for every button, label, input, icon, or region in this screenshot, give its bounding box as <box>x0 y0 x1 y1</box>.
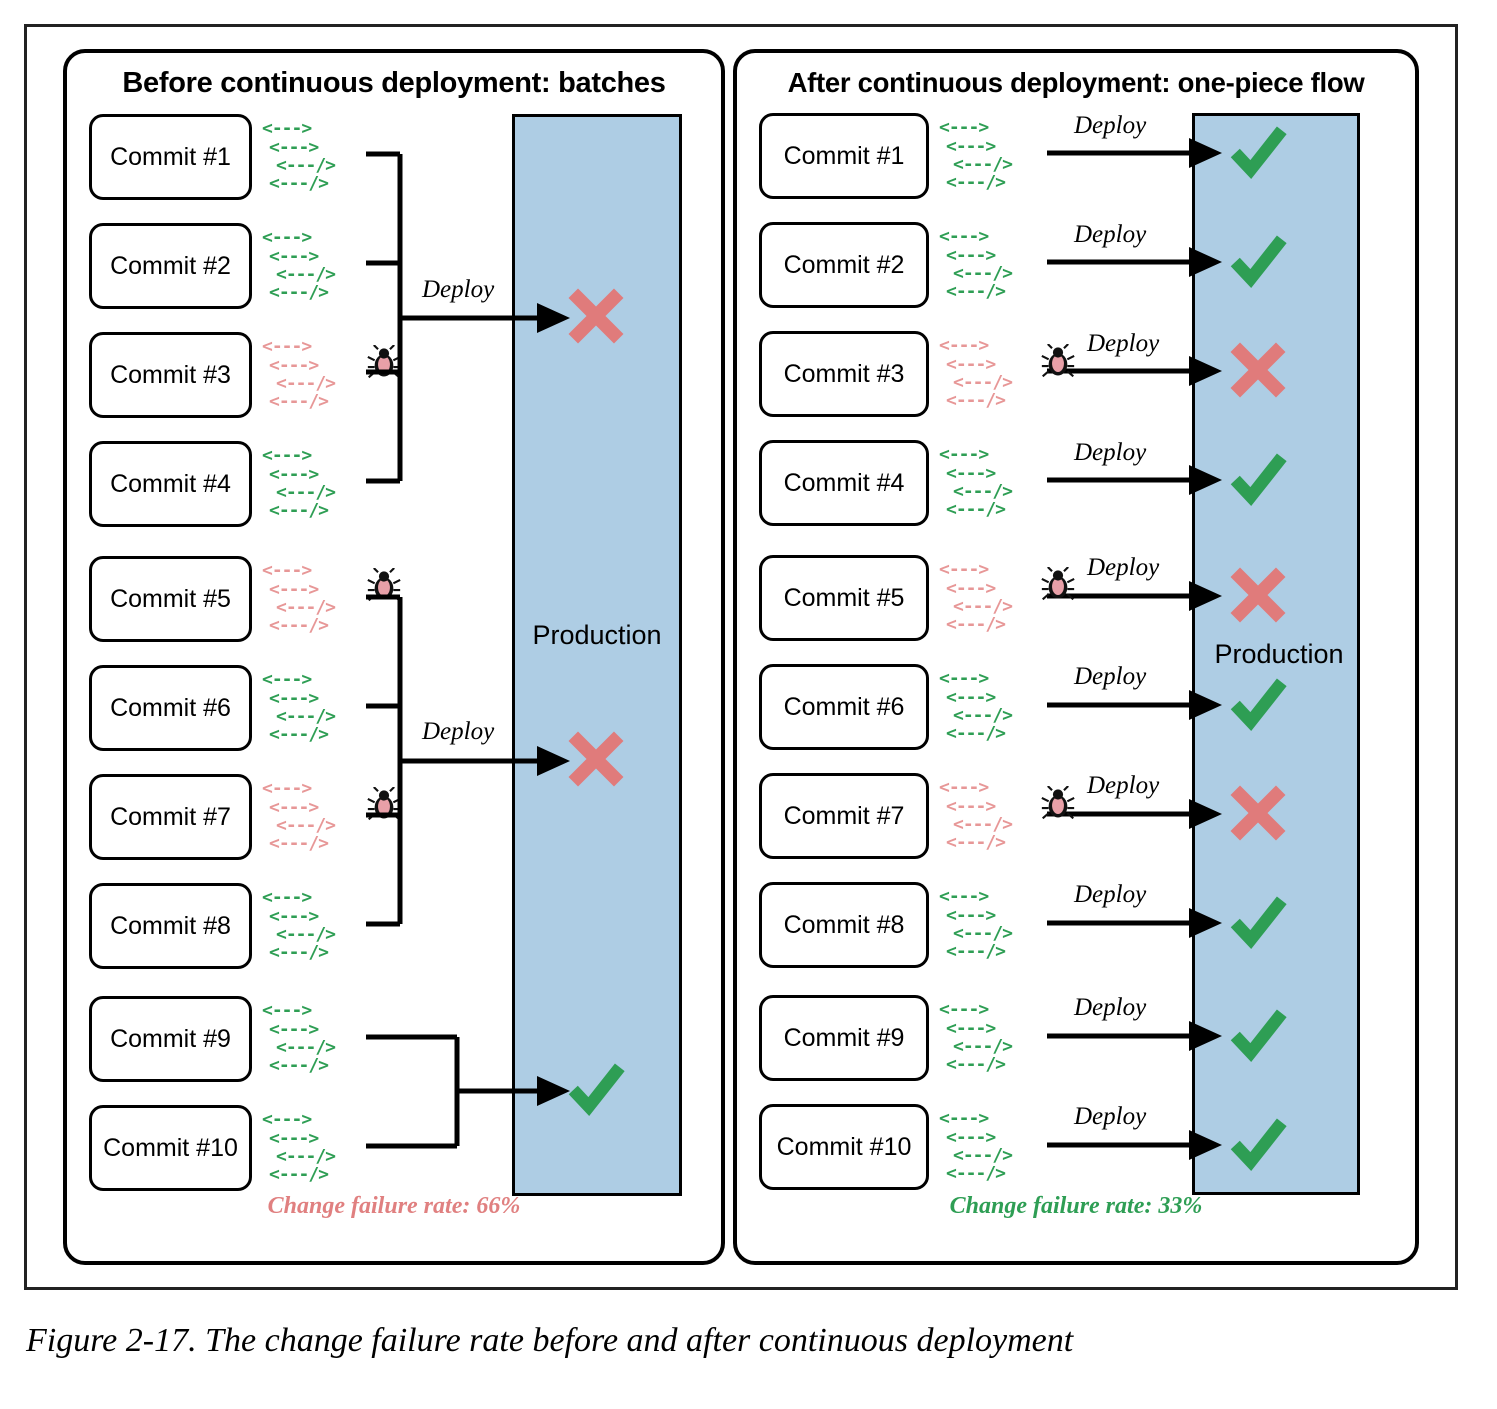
code-snippet-icon: <---> <---> <---/> <---/> <box>262 336 336 413</box>
commit-row <box>89 114 335 200</box>
commit-box[interactable] <box>759 995 929 1081</box>
commit-box[interactable] <box>759 113 929 199</box>
check-icon <box>1227 448 1289 510</box>
code-snippet-icon: <---> <---> <---/> <---/> <box>262 118 336 195</box>
commit-row <box>759 555 1012 641</box>
code-snippet-icon: <---> <---> <---/> <---/> <box>939 117 1013 194</box>
commit-box[interactable] <box>759 773 929 859</box>
code-snippet-icon: <---> <---> <---/> <---/> <box>262 1109 336 1186</box>
commit-label: Commit #1 <box>783 141 905 170</box>
figure-caption: Figure 2-17. The change failure rate before and after continuous deployment <box>26 1322 1074 1359</box>
check-icon <box>1227 1004 1289 1066</box>
deploy-label: Deploy <box>1074 663 1147 690</box>
commit-label: Commit #9 <box>783 1023 905 1052</box>
figure-frame <box>24 24 1458 1290</box>
commit-box[interactable] <box>759 664 929 750</box>
production-column-before <box>512 114 682 1196</box>
commit-row <box>89 996 335 1082</box>
code-snippet-icon: <---> <---> <---/> <---/> <box>262 1000 336 1077</box>
commit-box[interactable] <box>89 883 252 969</box>
check-icon <box>1227 230 1289 292</box>
commit-row <box>759 773 1012 859</box>
failure-rate-before: Change failure rate: 66% <box>267 1193 521 1219</box>
failure-rate-after: Change failure rate: 33% <box>949 1193 1203 1219</box>
cross-icon <box>1227 339 1289 401</box>
commit-box[interactable] <box>89 441 252 527</box>
bug-icon <box>367 568 401 602</box>
code-snippet-icon: <---> <---> <---/> <---/> <box>262 560 336 637</box>
commit-row <box>759 882 1012 968</box>
commit-row <box>759 995 1012 1081</box>
commit-box[interactable] <box>89 774 252 860</box>
commit-row <box>89 441 335 527</box>
panel-before-title: Before continuous deployment: batches <box>122 67 666 99</box>
cross-icon <box>565 728 627 790</box>
commit-box[interactable] <box>759 222 929 308</box>
deploy-label: Deploy <box>1074 994 1147 1021</box>
check-icon <box>1227 673 1289 735</box>
commit-row <box>759 331 1012 417</box>
commit-label: Commit #7 <box>783 801 905 830</box>
commit-box[interactable] <box>759 440 929 526</box>
commit-label: Commit #5 <box>783 583 905 612</box>
deploy-label: Deploy <box>1074 881 1147 908</box>
commit-box[interactable] <box>89 996 252 1082</box>
production-label-after: Production <box>1214 639 1344 669</box>
deploy-label: Deploy <box>1074 221 1147 248</box>
commit-label: Commit #9 <box>110 1024 231 1053</box>
code-snippet-icon: <---> <---> <---/> <---/> <box>939 999 1013 1076</box>
code-snippet-icon: <---> <---> <---/> <---/> <box>939 777 1013 854</box>
code-snippet-icon: <---> <---> <---/> <---/> <box>262 227 336 304</box>
panel-after-title: After continuous deployment: one-piece flow <box>787 67 1365 98</box>
commit-label: Commit #8 <box>110 911 231 940</box>
check-icon <box>565 1058 627 1120</box>
commit-label: Commit #2 <box>783 250 905 279</box>
commit-box[interactable] <box>89 665 252 751</box>
code-snippet-icon: <---> <---> <---/> <---/> <box>939 335 1013 412</box>
code-snippet-icon: <---> <---> <---/> <---/> <box>262 669 336 746</box>
cross-icon <box>1227 782 1289 844</box>
panel-before-body <box>67 100 721 1210</box>
commit-row <box>89 665 335 751</box>
deploy-label: Deploy <box>1074 439 1147 466</box>
cross-icon <box>565 285 627 347</box>
commit-box[interactable] <box>759 555 929 641</box>
commit-label: Commit #10 <box>776 1132 912 1161</box>
commit-box[interactable] <box>759 882 929 968</box>
panel-after-continuous-deployment <box>733 49 1419 1265</box>
code-snippet-icon: <---> <---> <---/> <---/> <box>939 668 1013 745</box>
bug-icon <box>1041 786 1075 820</box>
commit-box[interactable] <box>89 114 252 200</box>
commit-label: Commit #1 <box>110 142 231 171</box>
deploy-label: Deploy <box>422 276 495 303</box>
commit-label: Commit #6 <box>110 693 231 722</box>
deploy-label: Deploy <box>1087 772 1160 799</box>
commit-row <box>89 223 335 309</box>
commit-row <box>759 222 1012 308</box>
bug-icon <box>367 345 401 379</box>
bug-icon <box>1041 344 1075 378</box>
code-snippet-icon: <---> <---> <---/> <---/> <box>939 886 1013 963</box>
deploy-label: Deploy <box>422 718 495 745</box>
check-icon <box>1227 891 1289 953</box>
commit-box[interactable] <box>89 332 252 418</box>
commit-box[interactable] <box>89 556 252 642</box>
commit-row <box>759 113 1012 199</box>
code-snippet-icon: <---> <---> <---/> <---/> <box>939 444 1013 521</box>
commit-row <box>89 556 335 642</box>
commit-label: Commit #10 <box>103 1133 238 1162</box>
bug-icon <box>1041 567 1075 601</box>
check-icon <box>1227 1113 1289 1175</box>
commit-box[interactable] <box>759 1104 929 1190</box>
commit-label: Commit #3 <box>110 360 231 389</box>
production-label-before: Production <box>532 620 662 650</box>
commit-label: Commit #6 <box>783 692 905 721</box>
deploy-label: Deploy <box>1074 112 1147 139</box>
commit-row <box>759 1104 1012 1190</box>
commit-label: Commit #4 <box>110 469 231 498</box>
commit-row <box>89 332 335 418</box>
commit-box[interactable] <box>759 331 929 417</box>
code-snippet-icon: <---> <---> <---/> <---/> <box>262 445 336 522</box>
commit-row <box>759 664 1012 750</box>
deploy-label: Deploy <box>1074 1103 1147 1130</box>
commit-row <box>89 883 335 969</box>
deploy-label: Deploy <box>1087 554 1160 581</box>
panel-before-continuous-deployment <box>63 49 725 1265</box>
deploy-label: Deploy <box>1087 330 1160 357</box>
code-snippet-icon: <---> <---> <---/> <---/> <box>939 226 1013 303</box>
commit-label: Commit #4 <box>783 468 905 497</box>
cross-icon <box>1227 564 1289 626</box>
commit-label: Commit #5 <box>110 584 231 613</box>
panels-container <box>27 27 1455 1287</box>
code-snippet-icon: <---> <---> <---/> <---/> <box>262 778 336 855</box>
code-snippet-icon: <---> <---> <---/> <---/> <box>939 1108 1013 1185</box>
commit-box[interactable] <box>89 1105 252 1191</box>
code-snippet-icon: <---> <---> <---/> <---/> <box>262 887 336 964</box>
panel-after-body <box>737 99 1415 1209</box>
code-snippet-icon: <---> <---> <---/> <---/> <box>939 559 1013 636</box>
commit-label: Commit #8 <box>783 910 905 939</box>
commit-label: Commit #2 <box>110 251 231 280</box>
commit-row <box>89 774 335 860</box>
commit-box[interactable] <box>89 223 252 309</box>
commit-row <box>89 1105 335 1191</box>
bug-icon <box>367 787 401 821</box>
commit-label: Commit #3 <box>783 359 905 388</box>
check-icon <box>1227 121 1289 183</box>
commit-row <box>759 440 1012 526</box>
commit-label: Commit #7 <box>110 802 231 831</box>
